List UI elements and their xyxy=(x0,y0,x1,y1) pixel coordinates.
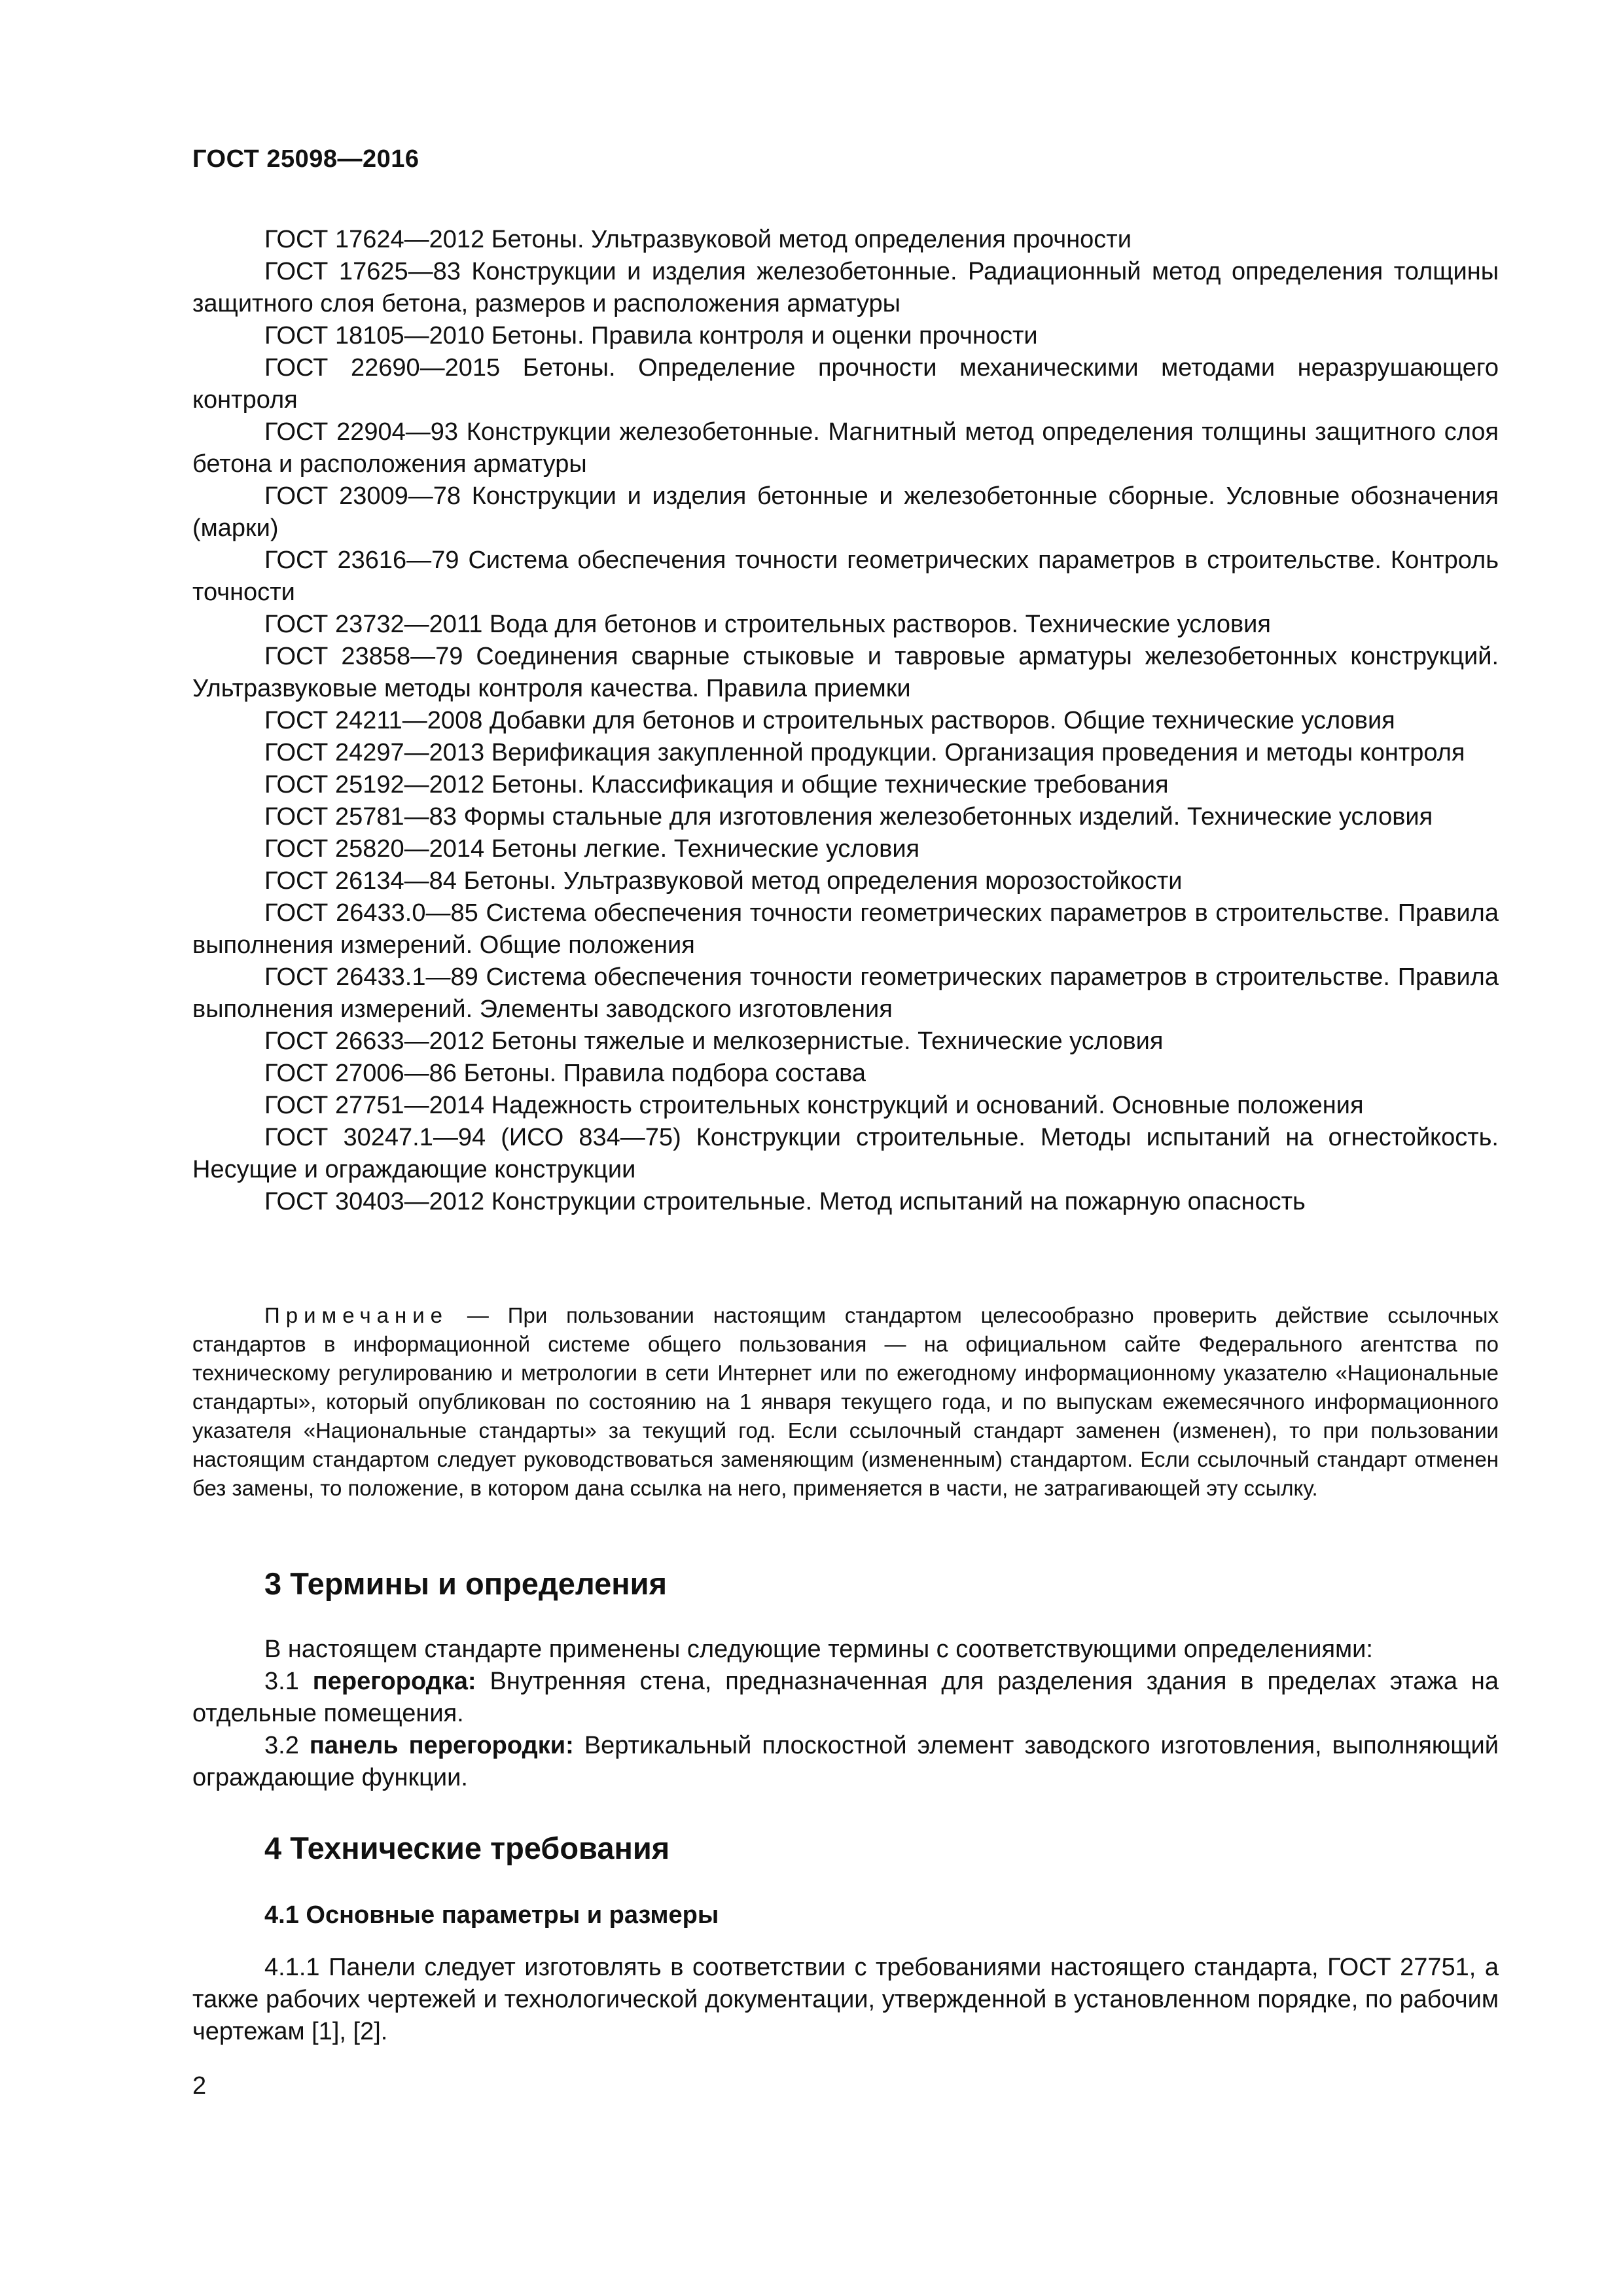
reference-code: ГОСТ 27006—86 xyxy=(264,1060,457,1087)
reference-code: ГОСТ 25781—83 xyxy=(264,803,457,831)
reference-code: ГОСТ 25192—2012 xyxy=(264,771,485,798)
paragraph-4-1-1: 4.1.1 Панели следует изготовлять в соответствии с требованиями настоящего стандарта, ГОСТ 27751, а также рабочих чертежей и технологической документации, утвержденной в установленном порядке, по рабочим чертежам [1], [2]. xyxy=(192,1954,1499,2045)
reference-entry xyxy=(192,1122,1499,1186)
note-label: Примечание xyxy=(264,1303,449,1327)
term-name: перегородка: xyxy=(312,1668,476,1695)
reference-code: ГОСТ 18105—2010 xyxy=(264,322,485,350)
reference-code: ГОСТ 24297—2013 xyxy=(264,739,485,766)
term-definition xyxy=(192,1666,1499,1730)
reference-entry xyxy=(192,833,1499,865)
reference-code: ГОСТ 23009—78 xyxy=(264,482,461,510)
term-name: панель перегородки: xyxy=(309,1732,574,1759)
reference-entry xyxy=(192,480,1499,545)
reference-title: Бетоны. Ультразвуковой метод определения морозостойкости xyxy=(463,867,1183,895)
subsection-4-1-heading: 4.1 Основные параметры и размеры xyxy=(264,1901,719,1929)
term-text: Вертикальный плоскостной элемент заводского изготовления, выполняющий ограждающие функции. xyxy=(192,1732,1499,1791)
section-4-body xyxy=(192,1952,1499,2048)
reference-title: Система обеспечения точности геометрических параметров в строительстве. Правила выполнения измерений. Общие положения xyxy=(192,899,1499,959)
reference-title: (ИСО 834—75) Конструкции строительные. Методы испытаний на огнестойкость. Несущие и ограждающие конструкции xyxy=(192,1124,1499,1183)
reference-title: Соединения сварные стыковые и тавровые арматуры железобетонных конструкций. Ультразвуковые методы контроля качества. Правила приемки xyxy=(192,643,1499,702)
references-note xyxy=(192,1301,1499,1503)
reference-title: Формы стальные для изготовления железобетонных изделий. Технические условия xyxy=(463,803,1433,831)
reference-title: Система обеспечения точности геометрических параметров в строительстве. Контроль точности xyxy=(192,547,1499,606)
reference-title: Бетоны. Определение прочности механическими методами неразрушающего контроля xyxy=(192,354,1499,414)
reference-entry xyxy=(192,320,1499,352)
document-header: ГОСТ 25098—2016 xyxy=(192,145,419,173)
reference-code: ГОСТ 23858—79 xyxy=(264,643,463,670)
reference-code: ГОСТ 26433.0—85 xyxy=(264,899,478,927)
term-text: Внутренняя стена, предназначенная для разделения здания в пределах этажа на отдельные помещения. xyxy=(192,1668,1499,1727)
note-text: — При пользовании настоящим стандартом целесообразно проверить действие ссылочных стандартов в информационной системе общего пользования — на официальном сайте Федерального агентства по техническому регулированию и метрологии в сети Интернет или по ежегодному информационному указателю «Национальные стандарты», который опубликован по состоянию на 1 января текущего года, и по выпускам ежемесячного информационного указателя «Национальные стандарты» за текущий год. Если ссылочный стандарт заменен (изменен), то при пользовании настоящим стандартом следует руководствоваться заменяющим (измененным) стандартом. Если ссылочный стандарт отменен без замены, то положение, в котором дана ссылка на него, применяется в части, не затрагивающей эту ссылку. xyxy=(192,1303,1499,1500)
reference-entry xyxy=(192,224,1499,256)
reference-entry xyxy=(192,865,1499,897)
reference-code: ГОСТ 23616—79 xyxy=(264,547,459,574)
reference-code: ГОСТ 17624—2012 xyxy=(264,226,485,253)
reference-entry xyxy=(192,256,1499,320)
reference-code: ГОСТ 22904—93 xyxy=(264,418,459,446)
reference-title: Конструкции строительные. Метод испытаний на пожарную опасность xyxy=(491,1188,1306,1215)
reference-title: Добавки для бетонов и строительных растворов. Общие технические условия xyxy=(489,707,1395,734)
reference-title: Бетоны. Классификация и общие технические требования xyxy=(491,771,1169,798)
reference-entry xyxy=(192,1090,1499,1122)
section-3-heading: 3 Термины и определения xyxy=(264,1566,667,1601)
reference-title: Бетоны легкие. Технические условия xyxy=(491,835,920,863)
reference-title: Бетоны. Ультразвуковой метод определения прочности xyxy=(491,226,1132,253)
section-3-body xyxy=(192,1634,1499,1794)
reference-title: Конструкции и изделия бетонные и железобетонные сборные. Условные обозначения (марки) xyxy=(192,482,1499,542)
reference-code: ГОСТ 27751—2014 xyxy=(264,1092,485,1119)
reference-code: ГОСТ 30247.1—94 xyxy=(264,1124,486,1151)
reference-title: Конструкции железобетонные. Магнитный метод определения толщины защитного слоя бетона и расположения арматуры xyxy=(192,418,1499,478)
reference-entry xyxy=(192,641,1499,705)
reference-title: Верификация закупленной продукции. Организация проведения и методы контроля xyxy=(491,739,1465,766)
reference-entry xyxy=(192,801,1499,833)
reference-code: ГОСТ 23732—2011 xyxy=(264,611,483,638)
reference-entry xyxy=(192,1058,1499,1090)
reference-code: ГОСТ 25820—2014 xyxy=(264,835,485,863)
reference-code: ГОСТ 26633—2012 xyxy=(264,1028,485,1055)
reference-entry xyxy=(192,609,1499,641)
reference-code: ГОСТ 30403—2012 xyxy=(264,1188,485,1215)
reference-entry xyxy=(192,545,1499,609)
reference-title: Конструкции и изделия железобетонные. Радиационный метод определения толщины защитного слоя бетона, размеров и расположения арматуры xyxy=(192,258,1499,317)
reference-code: ГОСТ 24211—2008 xyxy=(264,707,483,734)
reference-code: ГОСТ 17625—83 xyxy=(264,258,461,285)
page-number: 2 xyxy=(192,2072,207,2100)
reference-code: ГОСТ 22690—2015 xyxy=(264,354,501,382)
reference-title: Система обеспечения точности геометрических параметров в строительстве. Правила выполнения измерений. Элементы заводского изготовления xyxy=(192,963,1499,1023)
term-number: 3.2 xyxy=(264,1732,299,1759)
reference-title: Бетоны. Правила подбора состава xyxy=(463,1060,866,1087)
reference-entry xyxy=(192,769,1499,801)
section-3-intro: В настоящем стандарте применены следующие термины с соответствующими определениями: xyxy=(264,1636,1373,1663)
reference-entry xyxy=(192,705,1499,737)
reference-entry xyxy=(192,737,1499,769)
term-definition xyxy=(192,1730,1499,1794)
reference-entry xyxy=(192,352,1499,416)
reference-entry xyxy=(192,1026,1499,1058)
section-4-heading: 4 Технические требования xyxy=(264,1831,670,1865)
reference-entry xyxy=(192,416,1499,480)
reference-title: Надежность строительных конструкций и оснований. Основные положения xyxy=(491,1092,1364,1119)
reference-code: ГОСТ 26433.1—89 xyxy=(264,963,478,991)
reference-entry xyxy=(192,1186,1499,1218)
reference-code: ГОСТ 26134—84 xyxy=(264,867,457,895)
term-number: 3.1 xyxy=(264,1668,299,1695)
reference-title: Бетоны. Правила контроля и оценки прочности xyxy=(491,322,1038,350)
reference-entry xyxy=(192,961,1499,1026)
normative-references-list xyxy=(192,224,1499,1218)
reference-title: Бетоны тяжелые и мелкозернистые. Технические условия xyxy=(491,1028,1164,1055)
reference-title: Вода для бетонов и строительных растворов. Технические условия xyxy=(489,611,1271,638)
reference-entry xyxy=(192,897,1499,961)
